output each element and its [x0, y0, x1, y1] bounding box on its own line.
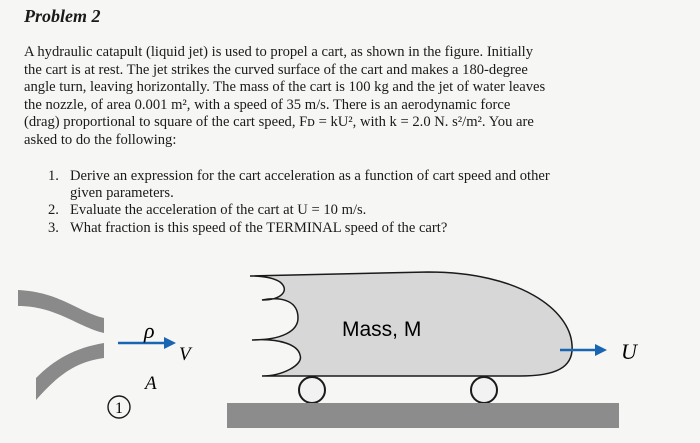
statement-line: asked to do the following:	[24, 131, 177, 148]
jet-arrow-head	[164, 337, 176, 349]
velocity-label: V	[179, 344, 191, 365]
nozzle-upper-wall	[18, 290, 104, 333]
cart-wheel-rear	[299, 377, 325, 403]
ground-track	[227, 403, 619, 428]
statement-line: (drag) proportional to square of the cart speed, Fᴅ = kU², with k = 2.0 N. s²/m². You are	[24, 114, 534, 131]
cart-wheel-front	[471, 377, 497, 403]
nozzle-lower-wall	[36, 343, 104, 400]
task-number: 3.	[48, 219, 59, 236]
area-label: A	[145, 373, 157, 394]
task-text: What fraction is this speed of the TERMINAL speed of the cart?	[70, 219, 448, 236]
task-text: Evaluate the acceleration of the cart at U = 10 m/s.	[70, 202, 367, 219]
problem-statement	[24, 44, 672, 150]
rho-label: ρ	[144, 318, 155, 343]
cart-velocity-arrow-head	[595, 344, 607, 356]
statement-line: A hydraulic catapult (liquid jet) is used to propel a cart, as shown in the figure. Initially	[24, 44, 534, 60]
task-text: given parameters.	[70, 185, 174, 202]
cart-figure	[0, 260, 700, 443]
statement-line: the nozzle, of area 0.001 m², with a speed of 35 m/s. There is an aerodynamic force	[24, 96, 511, 113]
statement-line: the cart is at rest. The jet strikes the curved surface of the cart and makes a 180-degree	[24, 61, 528, 78]
station-label: 1	[115, 400, 123, 417]
task-item-2	[48, 202, 668, 219]
problem-title: Problem 2	[24, 6, 101, 26]
cart-speed-label: U	[621, 339, 637, 364]
mass-label: Mass, M	[342, 318, 422, 341]
task-number: 2.	[48, 202, 59, 219]
task-text: Derive an expression for the cart acceleration as a function of cart speed and other	[70, 168, 550, 184]
task-item-3	[48, 220, 668, 237]
statement-line: angle turn, leaving horizontally. The mass of the cart is 100 kg and the jet of water leaves	[24, 79, 546, 96]
task-list	[48, 168, 668, 237]
task-item-1	[48, 168, 668, 202]
task-number: 1.	[48, 168, 59, 184]
